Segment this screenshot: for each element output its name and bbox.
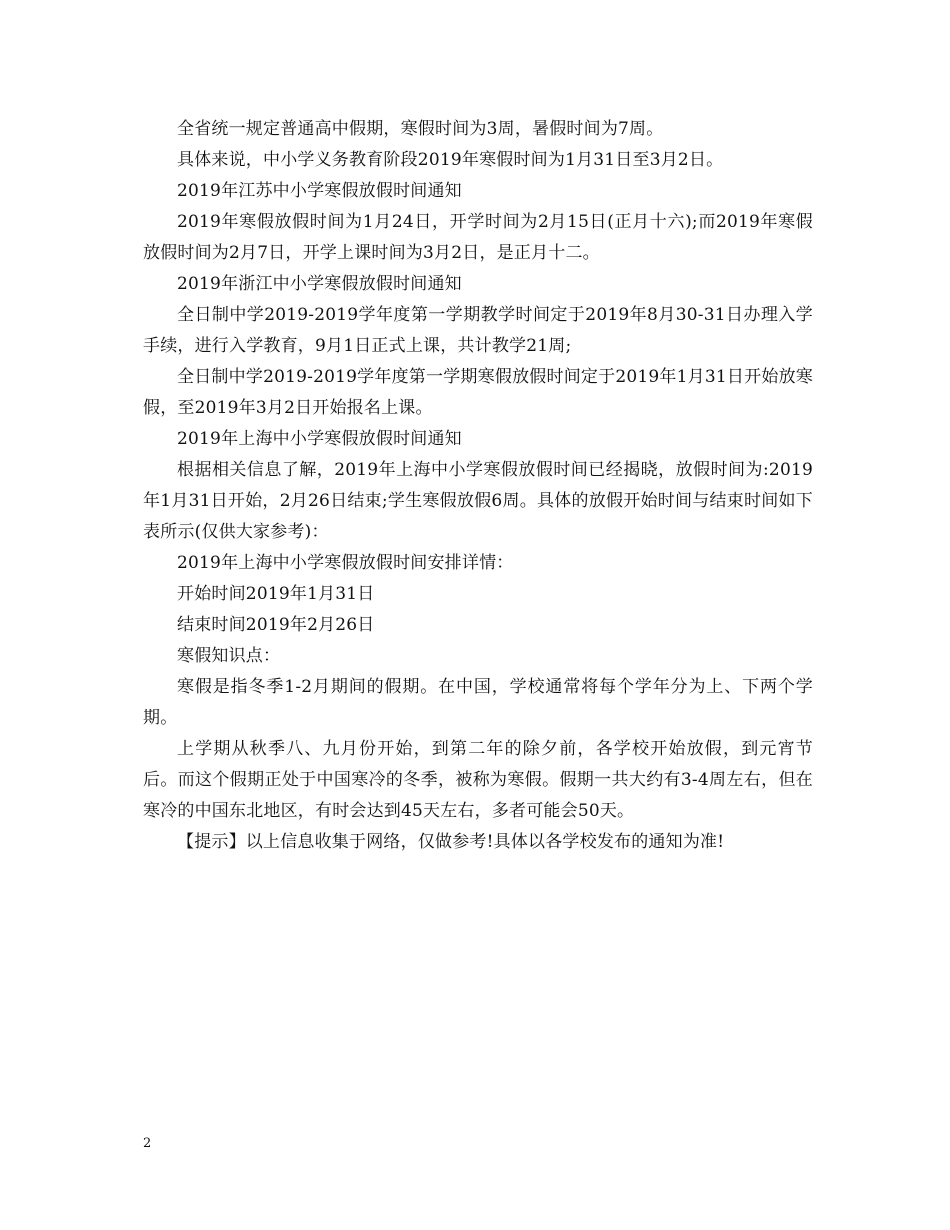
paragraph-winter-break-definition: 寒假是指冬季1-2月期间的假期。在中国，学校通常将每个学年分为上、下两个学期。	[143, 677, 813, 728]
heading-shanghai-notice: 2019年上海中小学寒假放假时间通知	[177, 429, 462, 449]
paragraph-start-time: 开始时间2019年1月31日	[177, 584, 375, 604]
paragraph-compulsory-education-dates: 具体来说，中小学义务教育阶段2019年寒假时间为1月31日至3月2日。	[177, 150, 724, 170]
document-body	[143, 114, 813, 858]
paragraph-jiangsu-dates: 2019年寒假放假时间为1月24日，开学时间为2月15日(正月十六);而2019年寒假放假时间为2月7日，开学上课时间为3月2日，是正月十二。	[143, 212, 813, 263]
heading-jiangsu-notice: 2019年江苏中小学寒假放假时间通知	[177, 181, 462, 201]
paragraph-semester-details: 上学期从秋季八、九月份开始，到第二年的除夕前，各学校开始放假，到元宵节后。而这个假期正处于中国寒冷的冬季，被称为寒假。假期一共大约有3-4周左右，但在寒冷的中国东北地区，有时会达到45天左右，多者可能会50天。	[143, 739, 813, 821]
paragraph-zhejiang-winter-break: 全日制中学2019-2019学年度第一学期寒假放假时间定于2019年1月31日开始放寒假，至2019年3月2日开始报名上课。	[143, 367, 813, 418]
page-number: 2	[143, 1136, 152, 1151]
heading-winter-break-knowledge: 寒假知识点：	[177, 646, 281, 666]
paragraph-tip-note: 【提示】以上信息收集于网络，仅做参考!具体以各学校发布的通知为准!	[177, 832, 725, 852]
paragraph-high-school-holiday-rule: 全省统一规定普通高中假期，寒假时间为3周，暑假时间为7周。	[177, 119, 664, 139]
paragraph-end-time: 结束时间2019年2月26日	[177, 615, 375, 635]
heading-zhejiang-notice: 2019年浙江中小学寒假放假时间通知	[177, 274, 462, 294]
paragraph-zhejiang-enrollment: 全日制中学2019-2019学年度第一学期教学时间定于2019年8月30-31日办理入学手续，进行入学教育，9月1日正式上课，共计教学21周;	[143, 305, 813, 356]
paragraph-shanghai-schedule-title: 2019年上海中小学寒假放假时间安排详情：	[177, 553, 514, 573]
paragraph-shanghai-announcement: 根据相关信息了解，2019年上海中小学寒假放假时间已经揭晓，放假时间为:2019 年1月31日开始，2月26日结束;学生寒假放假6周。具体的放假开始时间与结束时间如下表所示(仅供大家参考)：	[143, 460, 813, 542]
